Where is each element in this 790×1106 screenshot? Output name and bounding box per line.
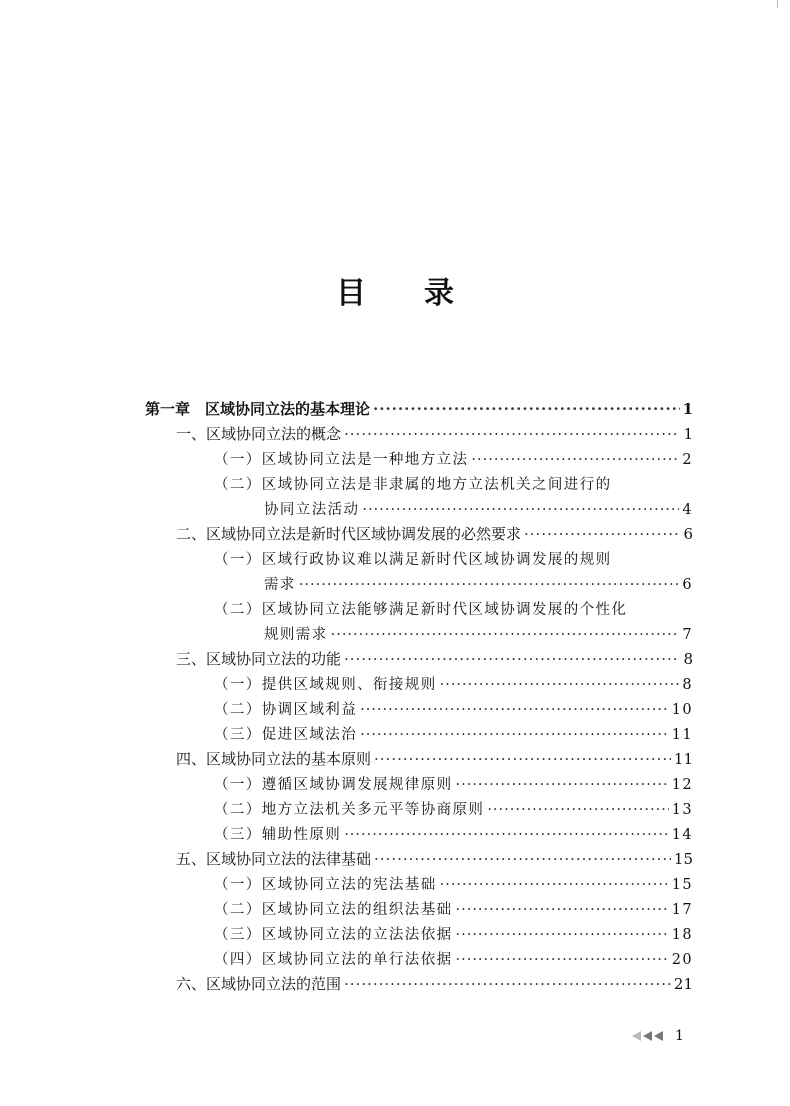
toc-entry-subsection[interactable] — [214, 923, 693, 947]
toc-leader-dots — [456, 927, 669, 943]
toc-leader-dots — [374, 850, 671, 868]
toc-entry-page: 2 — [682, 452, 693, 468]
toc-entry-title: 需求 — [264, 577, 296, 593]
toc-leader-dots — [471, 452, 679, 468]
toc-entry-chapter-1[interactable] — [145, 398, 693, 422]
toc-entry-subsection[interactable] — [214, 473, 693, 497]
toc-entry-title: （四）区域协同立法的单行法依据 — [214, 952, 453, 968]
toc-entry-title: 协同立法活动 — [264, 502, 360, 518]
toc-entry-section-3[interactable] — [176, 648, 693, 672]
crop-mark — [777, 0, 778, 8]
toc-entry-page: 1 — [682, 400, 693, 418]
toc-entry-section-2[interactable] — [176, 523, 693, 547]
toc-entry-page: 13 — [671, 802, 693, 818]
toc-leader-dots — [456, 902, 669, 918]
toc-leader-dots — [344, 425, 680, 443]
toc-leader-dots — [456, 777, 669, 793]
toc-entry-title: （三）辅助性原则 — [214, 827, 342, 843]
toc-entry-title: （三）区域协同立法的立法法依据 — [214, 927, 453, 943]
toc-leader-dots — [440, 877, 669, 893]
toc-entry-subsection[interactable] — [214, 673, 693, 697]
toc-entry-title: （二）区域协同立法的组织法基础 — [214, 902, 453, 918]
toc-entry-title: 三、区域协同立法的功能 — [176, 650, 342, 668]
toc-entry-page: 11 — [671, 727, 693, 743]
toc-entry-title: （二）区域协同立法能够满足新时代区域协调发展的个性化 — [214, 602, 628, 618]
toc-entry-subsection[interactable] — [214, 723, 693, 747]
toc-entry-page: 21 — [673, 975, 693, 993]
toc-leader-dots — [440, 677, 680, 693]
toc-leader-dots — [362, 502, 679, 518]
toc-leader-dots — [344, 650, 680, 668]
toc-entry-page: 20 — [671, 952, 693, 968]
toc-leader-dots — [374, 750, 671, 768]
toc-entry-page: 6 — [683, 525, 693, 543]
page-title: 目录 — [336, 276, 512, 311]
toc-entry-page: 4 — [682, 502, 693, 518]
toc-entry-continuation[interactable] — [264, 623, 693, 647]
toc-entry-page: 1 — [683, 425, 693, 443]
toc-entry-subsection[interactable] — [214, 598, 693, 622]
toc-entry-section-6[interactable] — [176, 973, 693, 997]
toc-entry-subsection[interactable] — [214, 823, 693, 847]
toc-entry-title: （一）区域行政协议难以满足新时代区域协调发展的规则 — [214, 552, 612, 568]
toc-leader-dots — [360, 727, 669, 743]
toc-entry-title: 一、区域协同立法的概念 — [176, 425, 342, 443]
toc-entry-title: （一）遵循区域协调发展规律原则 — [214, 777, 453, 793]
toc-entry-title: （一）区域协同立法是一种地方立法 — [214, 452, 469, 468]
toc-entry-subsection[interactable] — [214, 898, 693, 922]
toc-entry-continuation[interactable] — [264, 573, 693, 597]
toc-leader-dots — [360, 702, 669, 718]
toc-entry-subsection[interactable] — [214, 873, 693, 897]
toc-entry-subsection[interactable] — [214, 773, 693, 797]
toc-entry-page: 11 — [673, 750, 693, 768]
toc-entry-title: （二）地方立法机关多元平等协商原则 — [214, 802, 485, 818]
toc-entry-page: 12 — [671, 777, 693, 793]
toc-entry-page: 8 — [683, 650, 693, 668]
toc-entry-page: 8 — [682, 677, 693, 693]
toc-entry-page: 15 — [673, 850, 693, 868]
toc-entry-subsection[interactable] — [214, 448, 693, 472]
toc-entry-page: 10 — [671, 702, 693, 718]
toc-entry-page: 6 — [682, 577, 693, 593]
toc-entry-title: （一）提供区域规则、衔接规则 — [214, 677, 437, 693]
toc-entry-title: 五、区域协同立法的法律基础 — [176, 850, 372, 868]
back-arrows-icon — [632, 1031, 663, 1041]
toc-entry-title: （三）促进区域法治 — [214, 727, 358, 743]
toc-entry-title: （二）区域协同立法是非隶属的地方立法机关之间进行的 — [214, 477, 612, 493]
page-footer — [632, 1028, 684, 1044]
toc-entry-title: （二）协调区域利益 — [214, 702, 358, 718]
toc-entry-page: 7 — [682, 627, 693, 643]
toc-leader-dots — [344, 827, 669, 843]
toc-leader-dots — [344, 975, 671, 993]
toc-entry-title: 六、区域协同立法的范围 — [176, 975, 342, 993]
toc-entry-page: 18 — [671, 927, 693, 943]
toc-entry-page: 15 — [671, 877, 693, 893]
toc-entry-section-4[interactable] — [176, 748, 693, 772]
toc-leader-dots — [456, 952, 669, 968]
toc-entry-page: 17 — [671, 902, 693, 918]
toc-entry-title: 四、区域协同立法的基本原则 — [176, 750, 372, 768]
toc-entry-title: 规则需求 — [264, 627, 328, 643]
toc-leader-dots — [299, 577, 680, 593]
toc-entry-subsection[interactable] — [214, 798, 693, 822]
toc-entry-page: 14 — [671, 827, 693, 843]
toc-entry-title: 二、区域协同立法是新时代区域协调发展的必然要求 — [176, 525, 522, 543]
toc-entry-subsection[interactable] — [214, 548, 693, 572]
page-number: 1 — [675, 1028, 684, 1044]
toc-entry-continuation[interactable] — [264, 498, 693, 522]
toc-leader-dots — [373, 400, 680, 418]
toc-entry-title: 第一章 区域协同立法的基本理论 — [145, 400, 371, 418]
toc-entry-title: （一）区域协同立法的宪法基础 — [214, 877, 437, 893]
toc-leader-dots — [524, 525, 680, 543]
toc-leader-dots — [487, 802, 668, 818]
toc-entry-subsection[interactable] — [214, 948, 693, 972]
toc-entry-section-5[interactable] — [176, 848, 693, 872]
toc-leader-dots — [331, 627, 680, 643]
toc-entry-section-1[interactable] — [176, 423, 693, 447]
toc-entry-subsection[interactable] — [214, 698, 693, 722]
